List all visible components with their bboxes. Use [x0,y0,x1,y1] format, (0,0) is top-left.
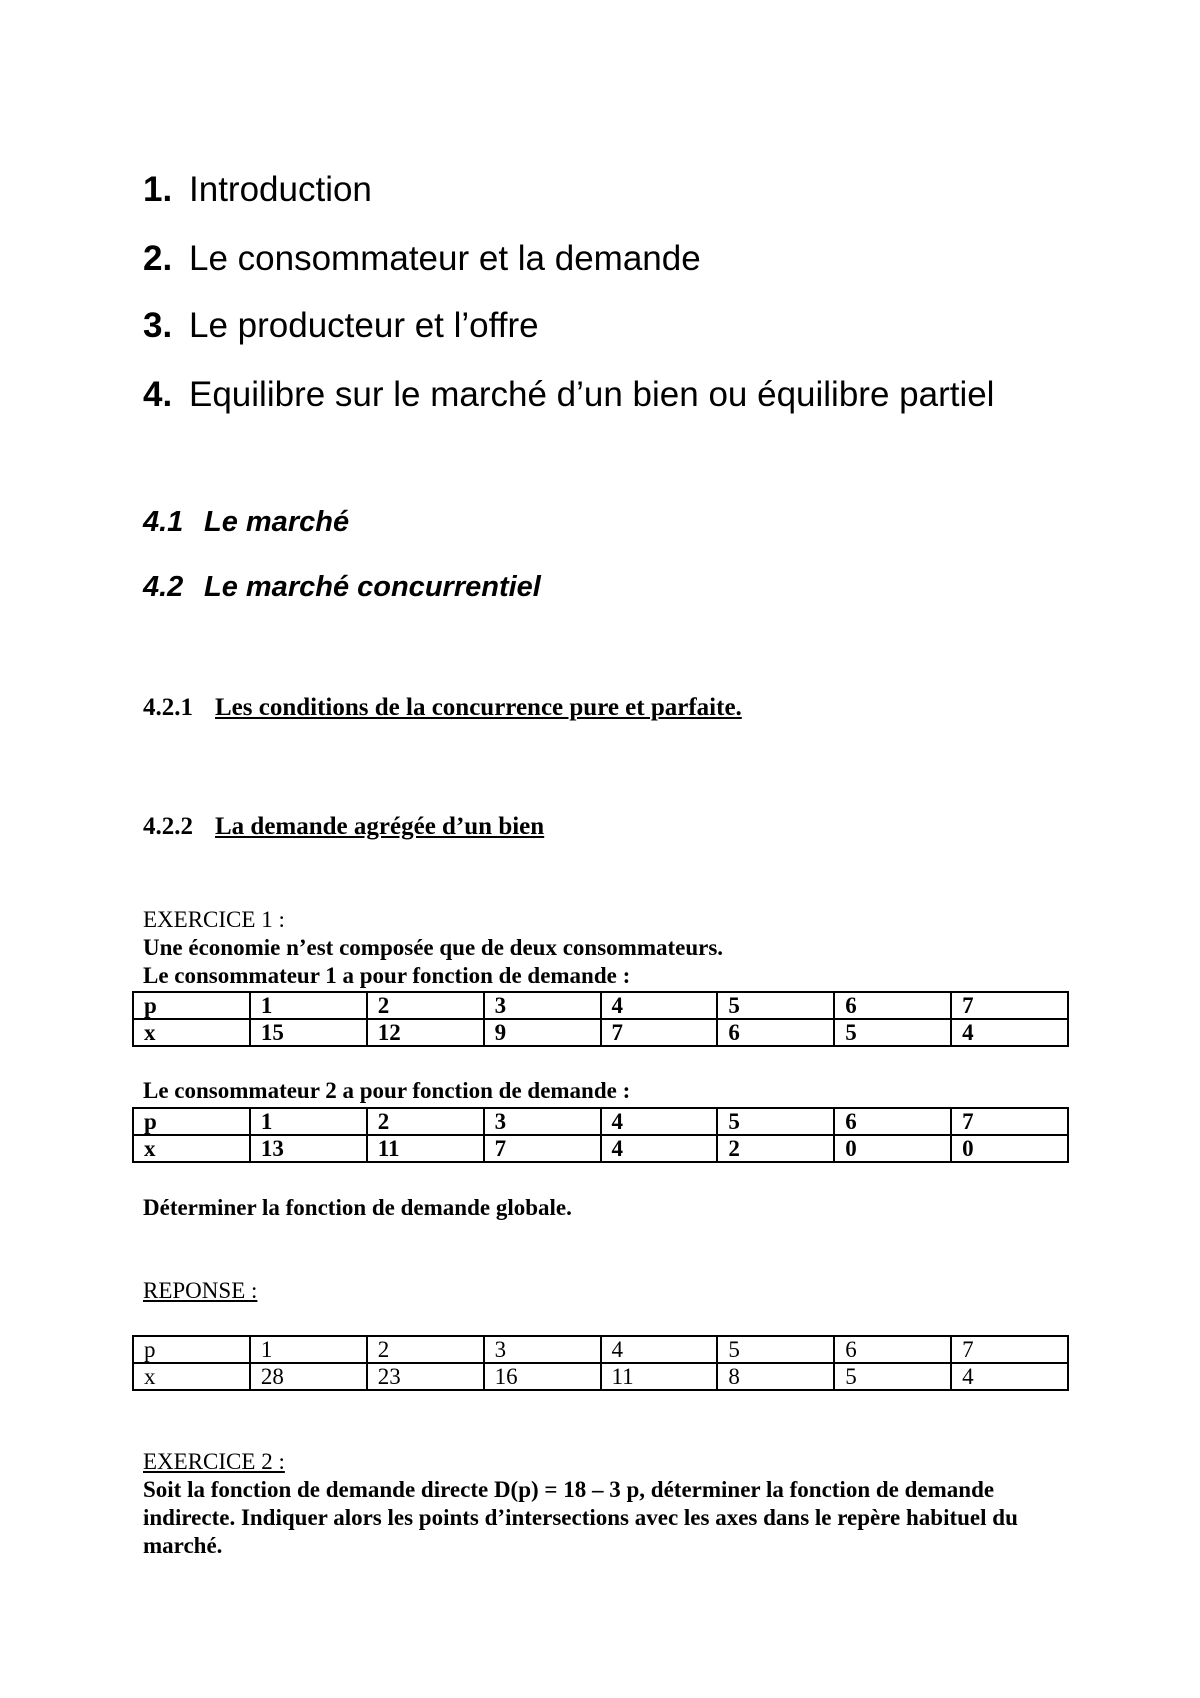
table-row-p [133,1108,1068,1135]
consumer2-label: Le consommateur 2 a pour fonction de demande : [143,1078,631,1103]
table-cell: 0 [834,1135,951,1162]
table-cell: x [133,1135,250,1162]
toc-item-3 [143,306,539,346]
table-cell: 16 [484,1363,601,1390]
toc-label: Le producteur et l’offre [189,306,539,345]
consumer1-demand-table [132,991,1069,1047]
table-cell: 7 [951,1336,1068,1363]
subsection-4-2 [143,569,541,605]
exercise2-text: Soit la fonction de demande directe D(p) = 18 – 3 p, déterminer la fonction de demande indirecte. Indiquer alors les points d’intersections avec les axes dans le repère habituel du marché. [143,1477,1018,1558]
table-cell: 2 [367,992,484,1019]
table-cell: 12 [367,1019,484,1046]
table-cell: 6 [834,1108,951,1135]
table-cell: 4 [601,1336,718,1363]
subsubsection-label: Les conditions de la concurrence pure et parfaite. [215,694,742,721]
exercise1-title: EXERCICE 1 : [143,907,285,932]
table-cell: 2 [367,1336,484,1363]
toc-label: Le consommateur et la demande [189,239,701,278]
table-cell: 5 [717,1336,834,1363]
exercise2-title: EXERCICE 2 : [143,1449,285,1474]
table-cell: 5 [717,992,834,1019]
subsubsection-number: 4.2.2 [143,813,193,840]
table-cell: 2 [717,1135,834,1162]
table-cell: 11 [601,1363,718,1390]
toc-number: 4. [143,375,173,414]
table-cell: 3 [484,1108,601,1135]
toc-label: Introduction [189,170,372,209]
table-cell: p [133,1336,250,1363]
table-cell: 6 [834,992,951,1019]
subsubsection-4-2-1 [143,693,742,723]
exercise1-intro: Une économie n’est composée que de deux consommateurs. [143,935,724,960]
toc-label: Equilibre sur le marché d’un bien ou équilibre partiel [189,375,995,414]
table-cell: 5 [834,1363,951,1390]
table-cell: p [133,992,250,1019]
toc-number: 3. [143,306,173,345]
table-row-x [133,1135,1068,1162]
table-cell: x [133,1019,250,1046]
table-cell: 4 [601,1108,718,1135]
table-cell: 6 [717,1019,834,1046]
table-row-x [133,1363,1068,1390]
table-row-p [133,992,1068,1019]
table-cell: 5 [834,1019,951,1046]
toc-number: 2. [143,239,173,278]
subsubsection-4-2-2 [143,812,544,842]
table-row-x [133,1019,1068,1046]
table-cell: 2 [367,1108,484,1135]
answer-title: REPONSE : [143,1278,258,1303]
toc-item-4 [143,375,994,415]
table-cell: p [133,1108,250,1135]
table-cell: 1 [250,1108,367,1135]
table-cell: 8 [717,1363,834,1390]
table-cell: 23 [367,1363,484,1390]
consumer2-demand-table [132,1107,1069,1163]
table-cell: 4 [601,992,718,1019]
table-cell: 11 [367,1135,484,1162]
subsection-label: Le marché [204,506,350,538]
table-cell: 0 [951,1135,1068,1162]
table-cell: 3 [484,1336,601,1363]
table-cell: 7 [951,1108,1068,1135]
table-cell: 7 [484,1135,601,1162]
consumer1-label: Le consommateur 1 a pour fonction de demande : [143,963,631,988]
toc-number: 1. [143,170,173,209]
table-cell: 3 [484,992,601,1019]
table-cell: 4 [601,1135,718,1162]
table-cell: 9 [484,1019,601,1046]
table-cell: 1 [250,992,367,1019]
subsection-number: 4.1 [143,506,184,538]
global-demand-table [132,1335,1069,1391]
subsection-4-1 [143,504,349,540]
subsubsection-number: 4.2.1 [143,694,193,721]
table-cell: 7 [601,1019,718,1046]
table-cell: 15 [250,1019,367,1046]
table-cell: 7 [951,992,1068,1019]
table-cell: 6 [834,1336,951,1363]
table-cell: 28 [250,1363,367,1390]
toc-item-1 [143,170,372,210]
exercise1-question: Déterminer la fonction de demande globale. [143,1195,572,1220]
subsubsection-label: La demande agrégée d’un bien [215,813,545,840]
subsection-label: Le marché concurrentiel [204,571,541,603]
table-row-p [133,1336,1068,1363]
table-cell: 5 [717,1108,834,1135]
table-cell: 4 [951,1019,1068,1046]
table-cell: 13 [250,1135,367,1162]
subsection-number: 4.2 [143,571,184,603]
table-cell: 1 [250,1336,367,1363]
table-cell: 4 [951,1363,1068,1390]
toc-item-2 [143,239,701,279]
table-cell: x [133,1363,250,1390]
